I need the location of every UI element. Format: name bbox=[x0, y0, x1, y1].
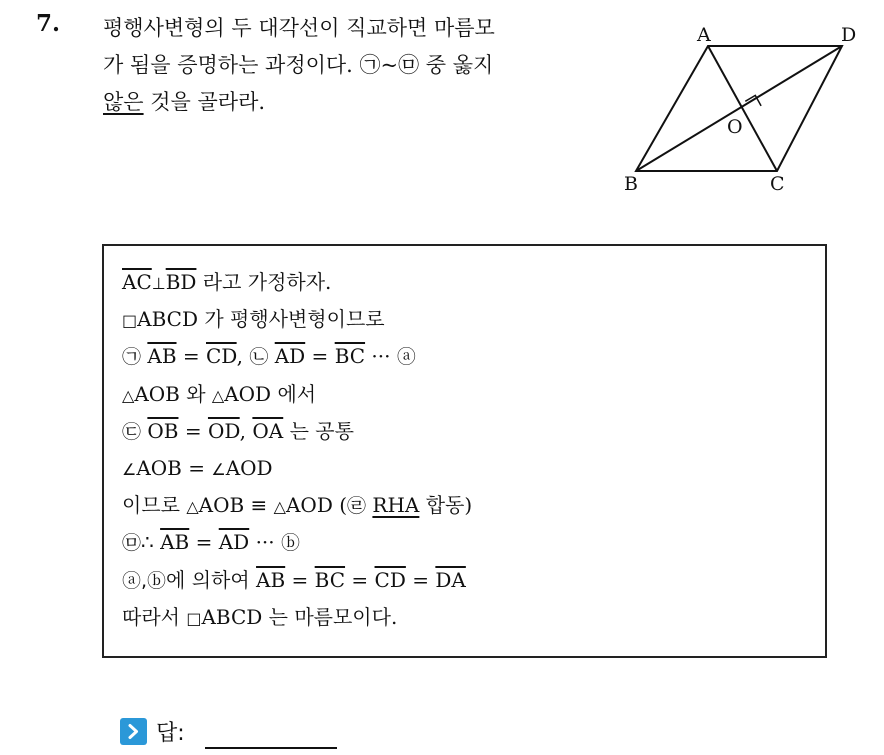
angle-symbol: ∠ bbox=[211, 459, 226, 479]
parallelogram-figure bbox=[615, 18, 870, 203]
proof-line-10 bbox=[122, 599, 825, 636]
dots: ··· bbox=[249, 530, 282, 555]
triangle-name: AOB bbox=[134, 381, 180, 406]
proof-text: 는 공통 bbox=[283, 418, 354, 443]
segment-cd: $\overline{CD}$ bbox=[374, 567, 406, 592]
proof-text: 가 평행사변형이므로 bbox=[197, 307, 385, 332]
segment-cd: $\overline{CD}$ bbox=[206, 344, 237, 369]
label-o: O bbox=[727, 116, 743, 138]
proof-line-7 bbox=[122, 487, 825, 524]
triangle-name: AOD bbox=[224, 381, 272, 406]
answer-input[interactable] bbox=[205, 721, 337, 749]
step-marker-5: ㉤ bbox=[122, 532, 142, 555]
triangle-name: AOD bbox=[285, 493, 333, 518]
triangle-symbol: △ bbox=[122, 385, 135, 405]
equals: = bbox=[178, 418, 208, 443]
answer-label: 답: bbox=[156, 720, 185, 746]
label-d: D bbox=[841, 24, 857, 46]
segment-oa: $\overline{OA}$ bbox=[252, 418, 284, 443]
proof-line-1 bbox=[122, 264, 825, 301]
angle-name: AOB bbox=[136, 455, 182, 480]
triangle-name: AOB bbox=[198, 493, 245, 518]
proof-line-5 bbox=[122, 413, 825, 450]
comma: , bbox=[236, 344, 250, 369]
label-a: A bbox=[697, 24, 711, 46]
equals: = bbox=[189, 530, 219, 555]
segment-ob: $\overline{OB}$ bbox=[147, 418, 179, 443]
proof-line-2 bbox=[122, 301, 825, 338]
proof-line-9 bbox=[122, 562, 825, 599]
segment-ab: $\overline{AB}$ bbox=[160, 530, 190, 555]
proof-box bbox=[102, 244, 827, 658]
proof-text: 는 마름모이다. bbox=[262, 604, 398, 629]
diagonal-bd bbox=[636, 46, 842, 171]
chevron-right-glyph bbox=[125, 723, 142, 740]
angle-name: AOD bbox=[225, 455, 273, 480]
ref-a: ⓐ bbox=[396, 346, 416, 369]
quad-name: ABCD bbox=[201, 604, 263, 629]
square-symbol: □ bbox=[186, 608, 202, 628]
proof-line-6 bbox=[122, 450, 825, 487]
segment-ac: $\overline{AC}$ bbox=[122, 270, 152, 294]
segment-bc: $\overline{BC}$ bbox=[314, 567, 346, 592]
chevron-right-icon bbox=[120, 718, 147, 745]
question-line-3-rest: 것을 골라라. bbox=[143, 90, 266, 114]
equals: = bbox=[181, 455, 212, 480]
therefore-symbol: ∴ bbox=[141, 530, 161, 555]
label-c: C bbox=[770, 173, 785, 195]
proof-text: 와 bbox=[179, 381, 212, 406]
segment-od: $\overline{OD}$ bbox=[207, 418, 240, 443]
question-number: 7. bbox=[36, 10, 61, 37]
proof-text: 따라서 bbox=[122, 604, 187, 629]
square-symbol: □ bbox=[122, 311, 138, 331]
refs-ab: ⓐ,ⓑ bbox=[122, 569, 167, 592]
segment-bd: $\overline{BD}$ bbox=[165, 270, 197, 294]
step-marker-3: ㉢ bbox=[122, 420, 142, 443]
triangle-symbol: △ bbox=[186, 497, 199, 517]
answer-row bbox=[120, 716, 337, 746]
diagonal-ac bbox=[708, 46, 777, 171]
triangle-symbol: △ bbox=[273, 497, 286, 517]
proof-text: 라고 가정하자. bbox=[196, 270, 332, 294]
segment-ad: $\overline{AD}$ bbox=[218, 530, 250, 555]
step-marker-1: ㉠ bbox=[122, 346, 142, 369]
segment-da: $\overline{DA}$ bbox=[435, 567, 466, 592]
segment-bc: $\overline{BC}$ bbox=[334, 344, 366, 369]
equals: = bbox=[305, 344, 335, 369]
paren-open: ( bbox=[332, 493, 348, 518]
equals: = bbox=[345, 567, 375, 592]
question-text bbox=[103, 10, 603, 121]
rha-text: RHA bbox=[372, 493, 420, 518]
underlined-word: 않은 bbox=[103, 90, 144, 114]
segment-ab: $\overline{AB}$ bbox=[147, 344, 177, 369]
label-b: B bbox=[624, 173, 638, 195]
segment-ab: $\overline{AB}$ bbox=[256, 567, 286, 592]
segment-ad: $\overline{AD}$ bbox=[274, 344, 306, 369]
quad-name: ABCD bbox=[137, 307, 198, 332]
step-marker-4: ㉣ bbox=[347, 495, 367, 518]
step-marker-2: ㉡ bbox=[249, 346, 269, 369]
proof-text: 에 의하여 bbox=[166, 567, 257, 592]
ref-b: ⓑ bbox=[281, 532, 301, 555]
angle-symbol: ∠ bbox=[122, 459, 137, 479]
perp-symbol: ⊥ bbox=[151, 274, 166, 293]
proof-line-3 bbox=[122, 338, 825, 375]
comma: , bbox=[239, 418, 253, 443]
question-line-1: 평행사변형의 두 대각선이 직교하면 마름모 bbox=[103, 16, 495, 40]
question-line-3 bbox=[103, 84, 603, 121]
congruent-symbol: ≡ bbox=[244, 493, 274, 518]
proof-text: 합동) bbox=[419, 493, 473, 518]
triangle-symbol: △ bbox=[211, 385, 225, 405]
proof-text: 이므로 bbox=[122, 493, 187, 518]
equals: = bbox=[405, 567, 436, 592]
proof-text: 에서 bbox=[271, 381, 317, 406]
question-line-2: 가 됨을 증명하는 과정이다. ㉠~㉤ 중 옳지 bbox=[103, 53, 494, 77]
dots: ··· bbox=[365, 344, 397, 369]
proof-line-8 bbox=[122, 524, 825, 561]
equals: = bbox=[285, 567, 315, 592]
proof-line-4 bbox=[122, 376, 825, 413]
equals: = bbox=[176, 344, 206, 369]
